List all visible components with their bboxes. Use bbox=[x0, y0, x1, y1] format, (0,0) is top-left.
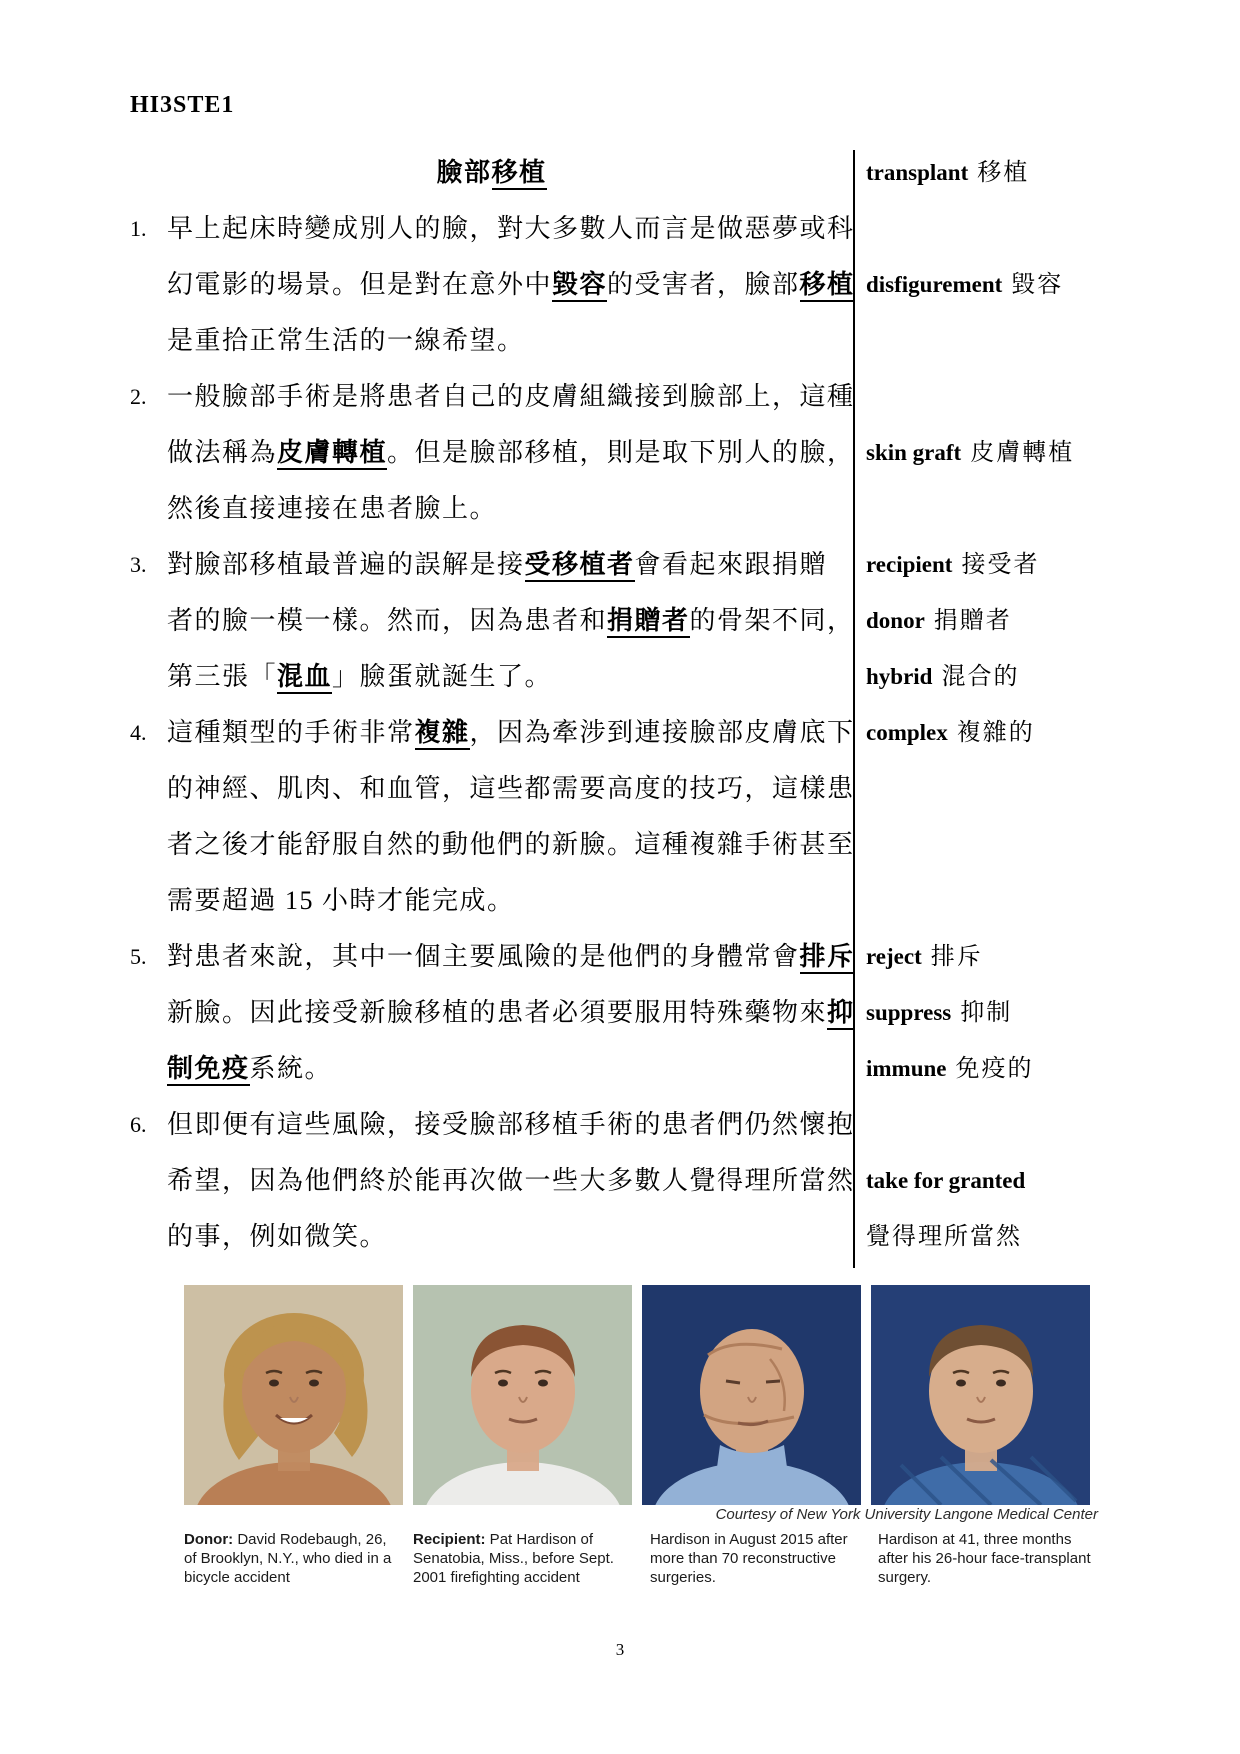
plain-text: 新臉。因此接受新臉移植的患者必須要服用特殊藥物來 bbox=[167, 998, 828, 1027]
line-text bbox=[167, 929, 855, 985]
plain-text: 者的臉一模一樣。然而，因為患者和 bbox=[167, 606, 608, 635]
item-number: 3. bbox=[130, 552, 147, 577]
text-line bbox=[0, 929, 853, 985]
vocab-entry bbox=[866, 145, 1029, 201]
vocab-term-zh: 混合的 bbox=[941, 664, 1020, 690]
key-term: 排斥 bbox=[800, 942, 855, 974]
plain-text: 早上起床時變成別人的臉，對大多數人而言是做惡夢或科 bbox=[167, 214, 855, 243]
plain-text: 一般臉部手術是將患者自己的皮膚組織接到臉部上，這種 bbox=[167, 382, 855, 411]
text-line bbox=[0, 705, 853, 761]
vocab-term-en: transplant bbox=[866, 160, 969, 185]
plain-text: 的事，例如微笑。 bbox=[167, 1222, 388, 1251]
vocab-term-zh: 移植 bbox=[977, 160, 1030, 186]
key-term: 移植 bbox=[800, 270, 855, 302]
key-term: 毀容 bbox=[552, 270, 607, 302]
plain-text: 對患者來說，其中一個主要風險的是他們的身體常會 bbox=[167, 942, 800, 971]
line-text bbox=[167, 425, 855, 481]
vocab-entry bbox=[866, 1209, 1022, 1265]
line-text bbox=[167, 817, 855, 873]
plain-text: 會看起來跟捐贈 bbox=[634, 550, 828, 579]
line-text bbox=[167, 1041, 332, 1097]
vocab-term-zh: 捐贈者 bbox=[933, 608, 1012, 634]
key-term: 捐贈者 bbox=[607, 606, 690, 638]
plain-text: 是重拾正常生活的一線希望。 bbox=[167, 326, 525, 355]
text-line bbox=[0, 873, 853, 929]
vocab-term-en: donor bbox=[866, 608, 925, 633]
text-line bbox=[0, 369, 853, 425]
key-term: 皮膚轉植 bbox=[277, 438, 387, 470]
line-text bbox=[167, 201, 855, 257]
plain-text: 然後直接連接在患者臉上。 bbox=[167, 494, 498, 523]
vocab-entry bbox=[866, 649, 1019, 705]
photo-after-surgeries bbox=[642, 1285, 861, 1505]
key-term: 混血 bbox=[277, 662, 332, 694]
text-line bbox=[0, 593, 853, 649]
line-text bbox=[167, 649, 552, 705]
text-line bbox=[0, 761, 853, 817]
caption-text: David Rodebaugh, 26, of Brooklyn, N.Y., who died in a bicycle accident bbox=[184, 1531, 392, 1586]
text-line bbox=[0, 1041, 853, 1097]
line-text bbox=[167, 873, 515, 929]
photo-caption bbox=[184, 1530, 402, 1587]
vocab-term-en: take for granted bbox=[866, 1168, 1026, 1193]
key-term: 制免疫 bbox=[167, 1054, 250, 1086]
vocab-term-en: recipient bbox=[866, 552, 953, 577]
text-line bbox=[0, 1097, 853, 1153]
plain-text: 者之後才能舒服自然的動他們的新臉。這種複雜手術甚至 bbox=[167, 830, 855, 859]
vocab-entry bbox=[866, 257, 1063, 313]
vocab-entry bbox=[866, 1041, 1034, 1097]
line-text bbox=[167, 369, 855, 425]
line-text bbox=[167, 481, 497, 537]
item-number: 6. bbox=[130, 1112, 147, 1137]
article-title bbox=[0, 145, 853, 201]
photo-caption bbox=[650, 1530, 868, 1587]
vocab-term-zh: 複雜的 bbox=[956, 720, 1035, 746]
vocab-entry bbox=[866, 593, 1012, 649]
line-text bbox=[167, 313, 525, 369]
caption-label: Donor: bbox=[184, 1531, 234, 1548]
photo-after-transplant bbox=[871, 1285, 1090, 1505]
vocab-entry bbox=[866, 705, 1035, 761]
plain-text: 需要超過 15 小時才能完成。 bbox=[167, 886, 515, 915]
title-text bbox=[130, 145, 853, 201]
vocab-term-zh: 排斥 bbox=[930, 944, 983, 970]
plain-text: 的神經、肌肉、和血管，這些都需要高度的技巧，這樣患 bbox=[167, 774, 855, 803]
photo-caption bbox=[878, 1530, 1096, 1587]
vocab-term-zh: 免疫的 bbox=[955, 1056, 1034, 1082]
plain-text: 系統。 bbox=[249, 1054, 333, 1083]
photo-recipient-before bbox=[413, 1285, 632, 1505]
line-text bbox=[167, 1153, 855, 1209]
text-line bbox=[0, 1153, 853, 1209]
plain-text: 臉部 bbox=[436, 158, 492, 187]
line-text bbox=[167, 1097, 855, 1153]
vocab-term-zh: 覺得理所當然 bbox=[866, 1224, 1022, 1250]
caption-text: Hardison at 41, three months after his 26-hour face-transplant surgery. bbox=[878, 1531, 1091, 1586]
vocab-term-en: disfigurement bbox=[866, 272, 1003, 297]
text-line bbox=[0, 1209, 853, 1265]
text-line bbox=[0, 985, 853, 1041]
item-number: 5. bbox=[130, 944, 147, 969]
photo-credit: Courtesy of New York University Langone Medical Center bbox=[715, 1506, 1098, 1523]
plain-text: 」臉蛋就誕生了。 bbox=[332, 662, 553, 691]
text-line bbox=[0, 257, 853, 313]
vocab-term-zh: 接受者 bbox=[961, 552, 1040, 578]
line-text bbox=[167, 537, 827, 593]
plain-text: ，因為牽涉到連接臉部皮膚底下 bbox=[469, 718, 855, 747]
item-number: 4. bbox=[130, 720, 147, 745]
vocab-term-en: hybrid bbox=[866, 664, 933, 689]
text-line bbox=[0, 817, 853, 873]
plain-text: 的骨架不同， bbox=[689, 606, 855, 635]
line-text bbox=[167, 593, 855, 649]
vocab-entry bbox=[866, 425, 1074, 481]
text-line bbox=[0, 649, 853, 705]
plain-text: 。但是臉部移植，則是取下別人的臉， bbox=[387, 438, 855, 467]
caption-label: Recipient: bbox=[413, 1531, 486, 1548]
plain-text: 幻電影的場景。但是對在意外中 bbox=[167, 270, 553, 299]
document-code: HI3STE1 bbox=[130, 92, 235, 118]
page-number: 3 bbox=[615, 1640, 625, 1659]
photo-donor bbox=[184, 1285, 403, 1505]
plain-text: 但即便有這些風險，接受臉部移植手術的患者們仍然懷抱 bbox=[167, 1110, 855, 1139]
text-line bbox=[0, 425, 853, 481]
caption-text: Pat Hardison of Senatobia, Miss., before Sept. 2001 firefighting accident bbox=[413, 1531, 614, 1586]
key-term: 抑 bbox=[827, 998, 855, 1030]
line-text bbox=[167, 1209, 387, 1265]
vocab-entry bbox=[866, 929, 983, 985]
vocab-term-en: suppress bbox=[866, 1000, 952, 1025]
line-text bbox=[167, 761, 855, 817]
vocab-term-en: skin graft bbox=[866, 440, 962, 465]
photo-caption bbox=[413, 1530, 631, 1587]
item-number: 2. bbox=[130, 384, 147, 409]
plain-text: 的受害者，臉部 bbox=[607, 270, 800, 299]
plain-text: 做法稱為 bbox=[167, 438, 278, 467]
vocab-term-zh: 皮膚轉植 bbox=[970, 440, 1075, 466]
vocab-entry bbox=[866, 985, 1012, 1041]
vocab-entry bbox=[866, 1153, 1025, 1209]
caption-text: Hardison in August 2015 after more than 70 reconstructive surgeries. bbox=[650, 1531, 848, 1586]
line-text bbox=[167, 257, 855, 313]
item-number: 1. bbox=[130, 216, 147, 241]
text-line bbox=[0, 481, 853, 537]
plain-text: 第三張「 bbox=[167, 662, 278, 691]
plain-text: 對臉部移植最普遍的誤解是接 bbox=[167, 550, 525, 579]
key-term: 複雜 bbox=[415, 718, 470, 750]
text-line bbox=[0, 537, 853, 593]
vocab-term-zh: 毀容 bbox=[1011, 272, 1064, 298]
vocab-term-en: immune bbox=[866, 1056, 947, 1081]
line-text bbox=[167, 985, 855, 1041]
vocab-term-en: reject bbox=[866, 944, 922, 969]
key-term: 移植 bbox=[492, 158, 547, 190]
line-text bbox=[167, 705, 855, 761]
text-line bbox=[0, 201, 853, 257]
vocab-term-en: complex bbox=[866, 720, 948, 745]
key-term: 受移植者 bbox=[525, 550, 635, 582]
plain-text: 希望，因為他們終於能再次做一些大多數人覺得理所當然 bbox=[167, 1166, 855, 1195]
plain-text: 這種類型的手術非常 bbox=[167, 718, 415, 747]
vocab-entry bbox=[866, 537, 1039, 593]
vocab-term-zh: 抑制 bbox=[960, 1000, 1013, 1026]
text-line bbox=[0, 313, 853, 369]
